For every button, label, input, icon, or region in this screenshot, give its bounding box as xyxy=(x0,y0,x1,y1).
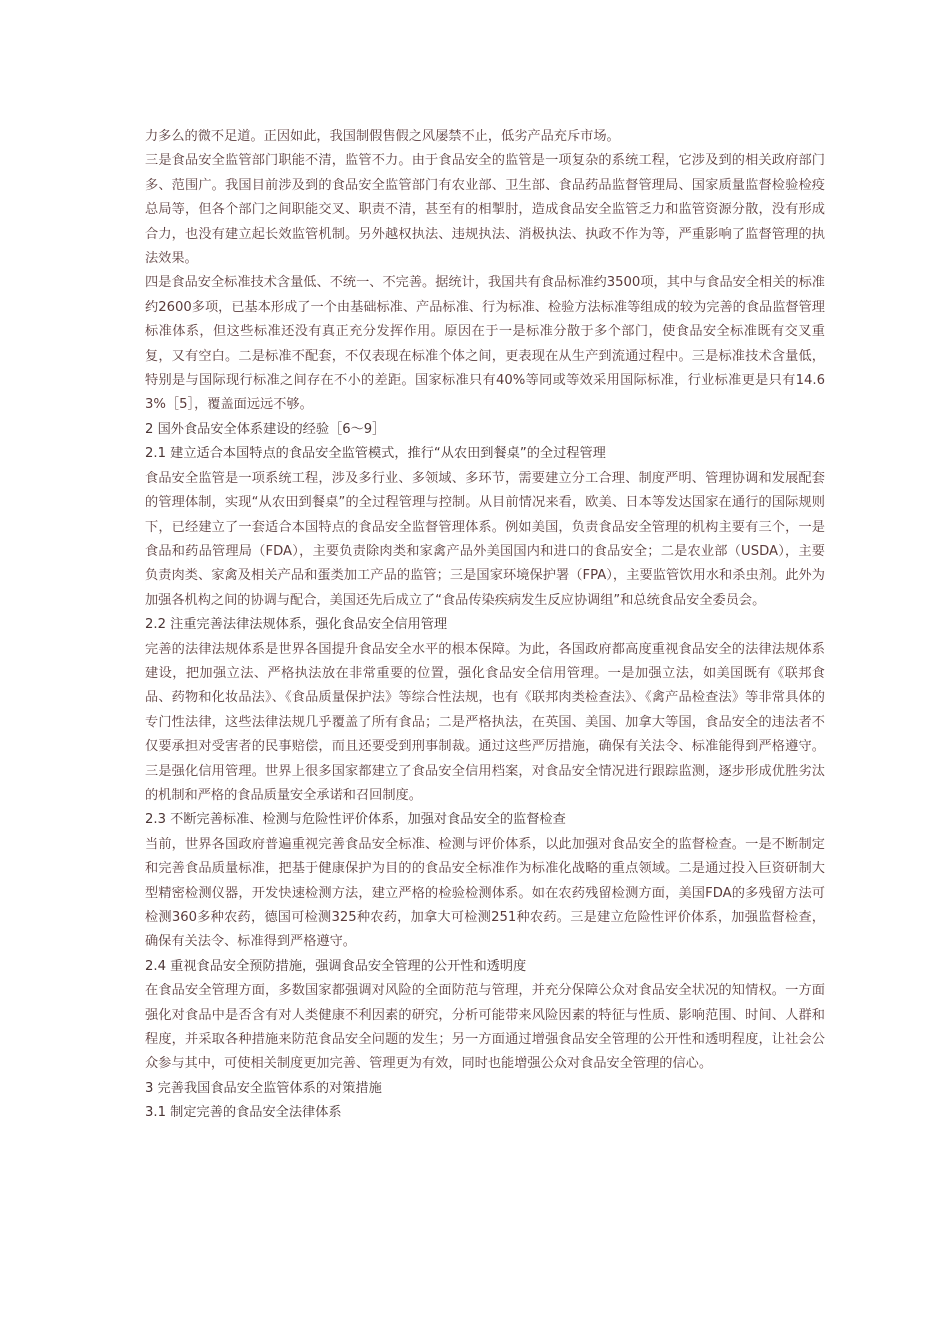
section-heading-3: 3 完善我国食品安全监管体系的对策措施 xyxy=(145,1080,382,1096)
paragraph-standards-issues: 四是食品安全标准技术含量低、不统一、不完善。据统计，我国共有食品标准约3500项，其中与食品安全相关的标准约2600多项，已基本形成了一个由基础标准、产品标准、行为标准、检验方法标准等组成的较为完善的食品监督管理标准体系，但这些标准还没有真正充分发挥作用。原因在于一是标准分散于多个部门，使食品安全标准既有交叉重复，又有空白。二是标准不配套，不仅表现在标准个体之间，更表现在从生产到流通过程中。三是标准技术含量低，特别是与国际现行标准之间存在不小的差距。国家标准只有40%等同或等效采用国际标准，行业标准更是只有14.63%［5］，覆盖面远远不够。 xyxy=(145,275,825,413)
paragraph-2-3: 当前，世界各国政府普遍重视完善食品安全标准、检测与评价体系，以此加强对食品安全的监督检查。一是不断制定和完善食品质量标准，把基于健康保护为目的的食品安全标准作为标准化战略的重点领域。二是通过投入巨资研制大型精密检测仪器，开发快速检测方法，建立严格的检验检测体系。如在农药残留检测方面，美国FDA的多残留方法可检测360多种农药，德国可检测325种农药，加拿大可检测251种农药。三是建立危险性评价体系，加强监督检查，确保有关法令、标准得到严格遵守。 xyxy=(145,836,825,950)
paragraph-2-4: 在食品安全管理方面，多数国家都强调对风险的全面防范与管理，并充分保障公众对食品安全状况的知情权。一方面强化对食品中是否含有对人类健康不利因素的研究，分析可能带来风险因素的特征与性质、影响范围、时间、人群和程度，并采取各种措施来防范食品安全问题的发生；另一方面通过增强食品安全管理的公开性和透明程度，让社会公众参与其中，可使相关制度更加完善、管理更为有效，同时也能增强公众对食品安全管理的信心。 xyxy=(145,983,825,1072)
subsection-heading-2-3: 2.3 不断完善标准、检测与危险性评价体系，加强对食品安全的监督检查 xyxy=(145,812,566,828)
paragraph-2-1: 食品安全监管是一项系统工程，涉及多行业、多领域、多环节，需要建立分工合理、制度严明、管理协调和发展配套的管理体制，实现“从农田到餐桌”的全过程管理与控制。从目前情况来看，欧美、日本等发达国家在通行的国际规则下，已经建立了一套适合本国特点的食品安全监督管理体系。例如美国，负责食品安全管理的机构主要有三个，一是食品和药品管理局（FDA），主要负责除肉类和家禽产品外美国国内和进口的食品安全；二是农业部（USDA），主要负责肉类、家禽及相关产品和蛋类加工产品的监管；三是国家环境保护署（FPA），主要监管饮用水和杀虫剂。此外为加强各机构之间的协调与配合，美国还先后成立了“食品传染疾病发生反应协调组”和总统食品安全委员会。 xyxy=(145,470,825,608)
document-body xyxy=(145,125,825,1126)
subsection-heading-2-4: 2.4 重视食品安全预防措施，强调食品安全管理的公开性和透明度 xyxy=(145,958,527,974)
subsection-heading-3-1: 3.1 制定完善的食品安全法律体系 xyxy=(145,1105,342,1121)
section-heading-2: 2 国外食品安全体系建设的经验［6～9］ xyxy=(145,421,386,437)
subsection-heading-2-2: 2.2 注重完善法律法规体系，强化食品安全信用管理 xyxy=(145,617,448,633)
subsection-heading-2-1: 2.1 建立适合本国特点的食品安全监管模式，推行“从农田到餐桌”的全过程管理 xyxy=(145,446,606,462)
paragraph-supervision-issues: 三是食品安全监管部门职能不清，监管不力。由于食品安全的监管是一项复杂的系统工程，它涉及到的相关政府部门多、范围广。我国目前涉及到的食品安全监管部门有农业部、卫生部、食品药品监督管理局、国家质量监督检验检疫总局等，但各个部门之间职能交叉、职责不清，甚至有的相掣肘，造成食品安全监管乏力和监管资源分散，没有形成合力，也没有建立起长效监管机制。另外越权执法、违规执法、消极执法、执政不作为等，严重影响了监督管理的执法效果。 xyxy=(145,153,825,267)
paragraph-2-2: 完善的法律法规体系是世界各国提升食品安全水平的根本保障。为此，各国政府都高度重视食品安全的法律法规体系建设，把加强立法、严格执法放在非常重要的位置，强化食品安全信用管理。一是加强立法，如美国既有《联邦食品、药物和化妆品法》、《食品质量保护法》等综合性法规，也有《联邦肉类检查法》、《禽产品检查法》等非常具体的专门性法律，这些法律法规几乎覆盖了所有食品；二是严格执法，在英国、美国、加拿大等国，食品安全的违法者不仅要承担对受害者的民事赔偿，而且还要受到刑事制裁。通过这些严厉措施，确保有关法令、标准能得到严格遵守。三是强化信用管理。世界上很多国家都建立了食品安全信用档案，对食品安全情况进行跟踪监测，逐步形成优胜劣汰的机制和严格的食品质量安全承诺和召回制度。 xyxy=(145,641,825,803)
paragraph-continuation: 力多么的微不足道。正因如此，我国制假售假之风屡禁不止，低劣产品充斥市场。 xyxy=(145,129,620,144)
